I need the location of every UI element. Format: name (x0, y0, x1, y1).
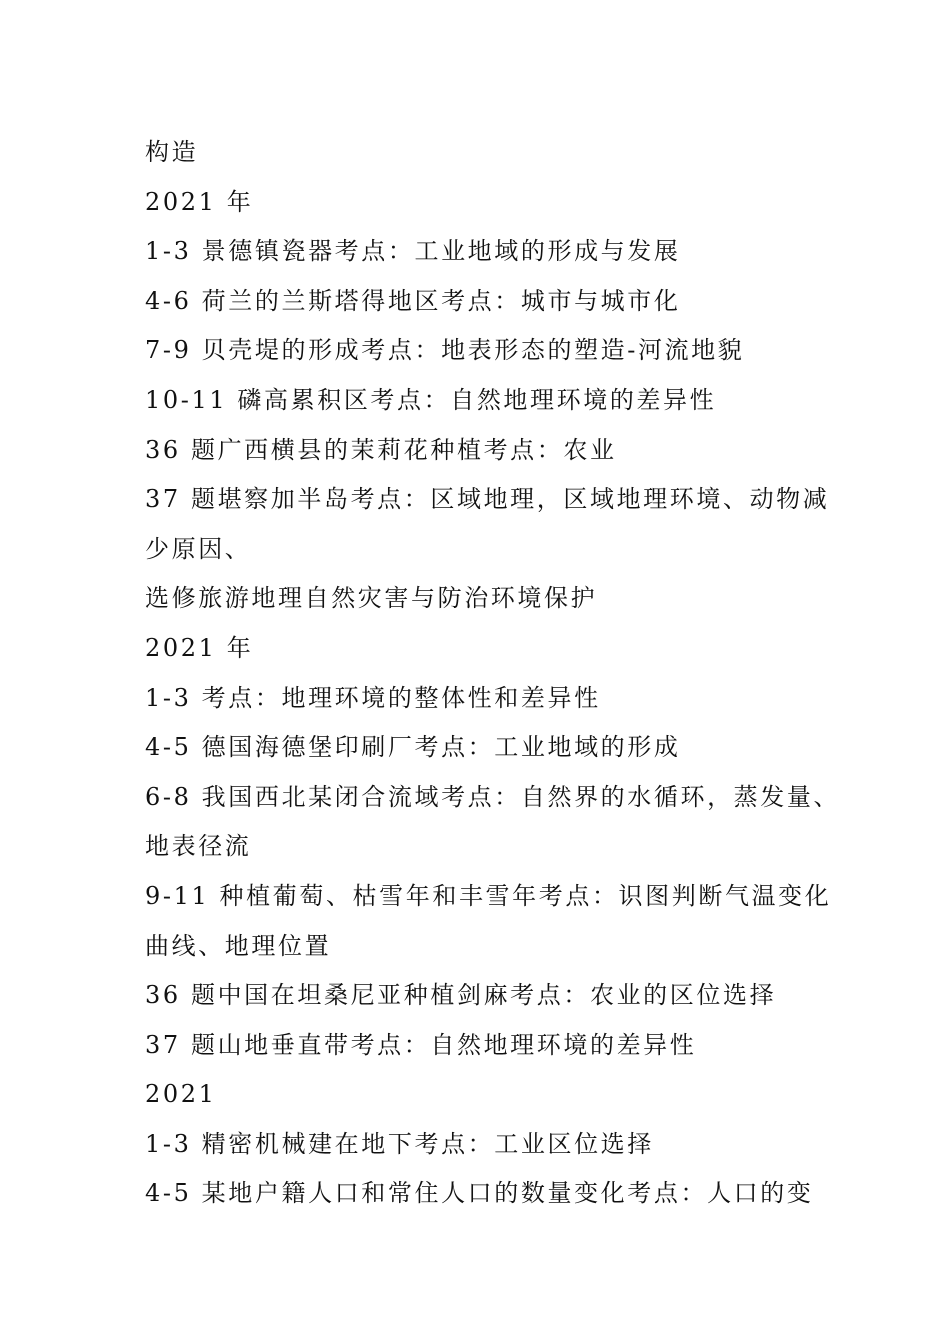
document-body (145, 128, 845, 1219)
text-line: 4-6 荷兰的兰斯塔得地区考点：城市与城市化 (145, 286, 681, 315)
text-line: 1-3 考点：地理环境的整体性和差异性 (145, 683, 601, 712)
text-line: 37 题堪察加半岛考点：区域地理，区域地理环境、动物减 (145, 485, 830, 514)
text-line: 构造 (145, 138, 199, 166)
text-line: 37 题山地垂直带考点：自然地理环境的差异性 (145, 1030, 697, 1059)
text-line: 36 题中国在坦桑尼亚种植剑麻考点：农业的区位选择 (145, 981, 777, 1010)
text-line: 4-5 德国海德堡印刷厂考点：工业地域的形成 (145, 733, 681, 762)
text-line: 9-11 种植葡萄、枯雪年和丰雪年考点：识图判断气温变化 (145, 881, 832, 910)
text-line: 2021 年 (145, 633, 254, 662)
text-line: 4-5 某地户籍人口和常住人口的数量变化考点：人口的变 (145, 1179, 814, 1208)
text-line: 选修旅游地理自然灾害与防治环境保护 (145, 584, 598, 613)
text-line: 1-3 景德镇瓷器考点：工业地域的形成与发展 (145, 237, 681, 266)
text-line: 1-3 精密机械建在地下考点：工业区位选择 (145, 1129, 654, 1158)
text-line: 2021 (145, 1080, 217, 1109)
text-line: 7-9 贝壳堤的形成考点：地表形态的塑造-河流地貌 (145, 336, 745, 365)
text-line: 少原因、 (145, 534, 252, 563)
text-line: 36 题广西横县的茉莉花种植考点：农业 (145, 435, 617, 464)
text-line: 地表径流 (145, 832, 252, 861)
text-line: 10-11 磷高累积区考点：自然地理环境的差异性 (145, 385, 717, 414)
text-line: 6-8 我国西北某闭合流域考点：自然界的水循环，蒸发量、 (145, 782, 841, 811)
text-line: 2021 年 (145, 187, 254, 216)
text-line: 曲线、地理位置 (145, 931, 332, 960)
